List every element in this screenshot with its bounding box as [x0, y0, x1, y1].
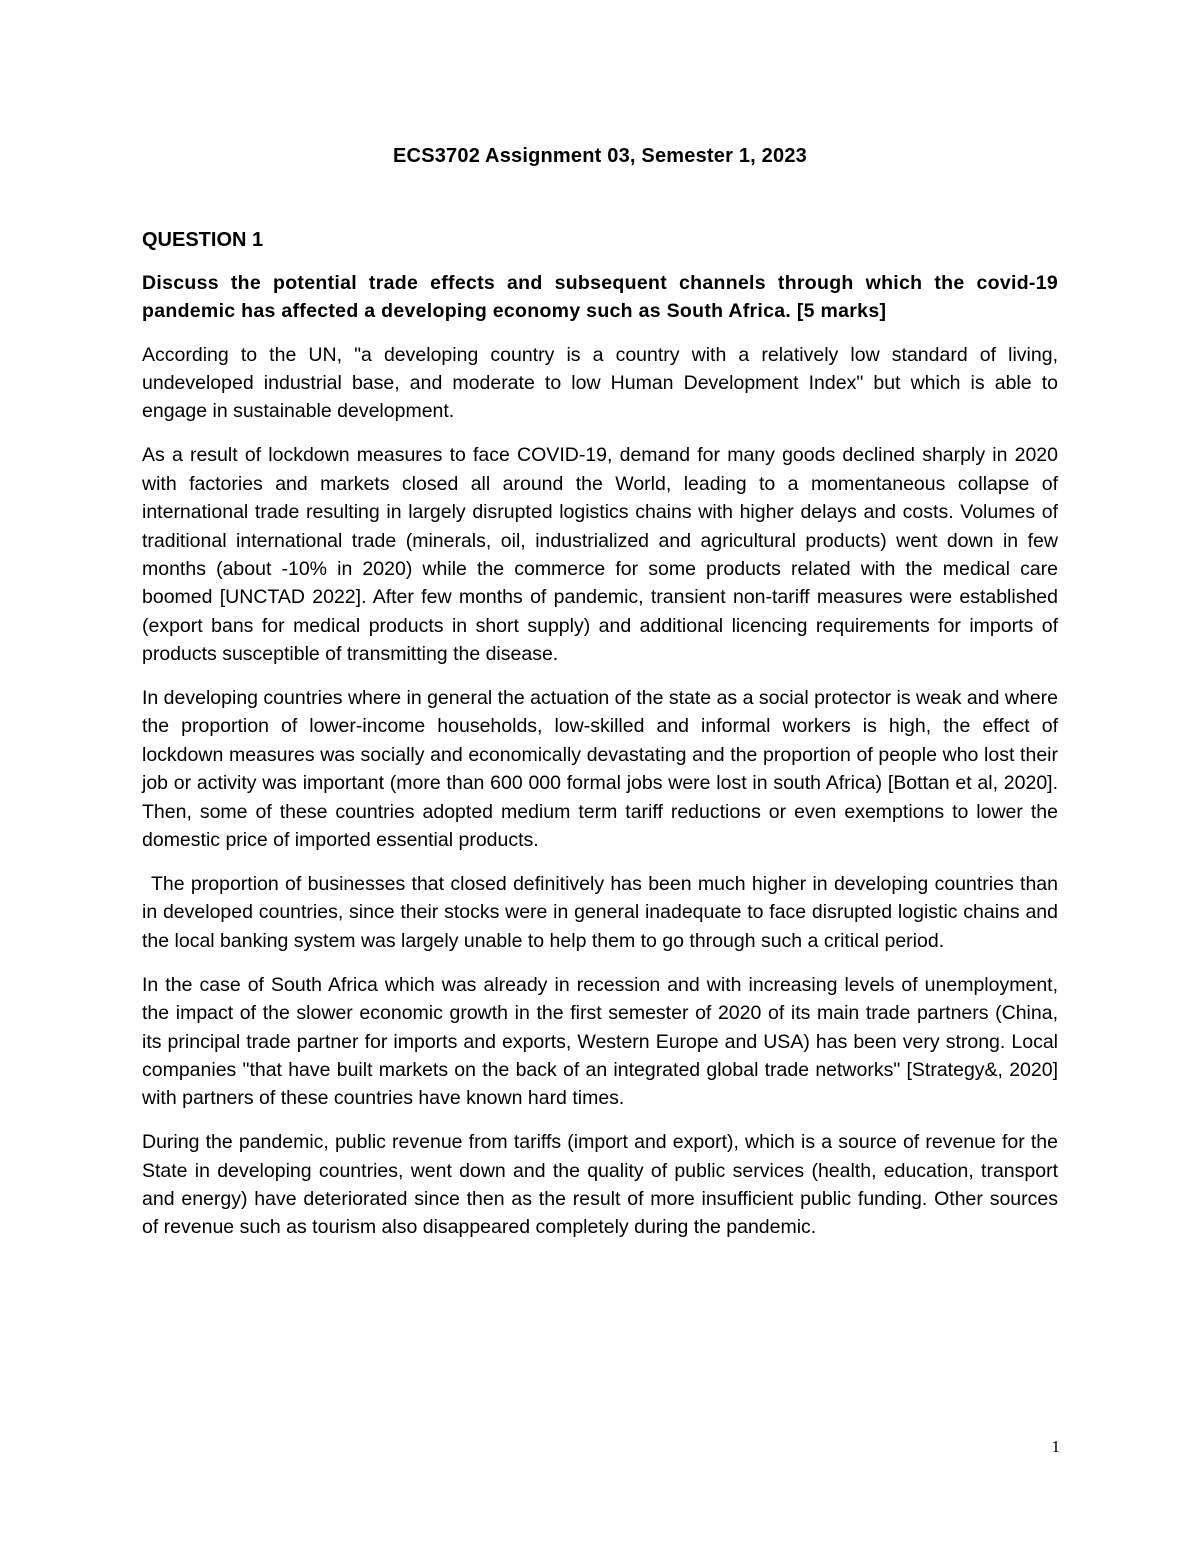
- paragraph-definition: According to the UN, "a developing country is a country with a relatively low standard of living, undeveloped industrial base, and moderate to low Human Development Index" but which is able to engage in sustainable development.: [142, 343, 1058, 423]
- page-number: 1: [1051, 1437, 1060, 1456]
- question-prompt: Discuss the potential trade effects and subsequent channels through which the covid-19 pandemic has affected a developing economy such as South Africa. [5 marks]: [142, 272, 1058, 323]
- document-title: ECS3702 Assignment 03, Semester 1, 2023: [393, 145, 807, 167]
- paragraph-business-closures: The proportion of businesses that closed definitively has been much higher in developing countries than in developed countries, since their stocks were in general inadequate to face disrupted logistic chains and the local banking system was largely unable to help them to go through such a critical period.: [142, 873, 1058, 952]
- question-heading: QUESTION 1: [142, 229, 264, 251]
- paragraph-south-africa: In the case of South Africa which was already in recession and with increasing levels of unemployment, the impact of the slower economic growth in the first semester of 2020 of its main trade partners (China, its principal trade partner for imports and exports, Western Europe and USA) has been very strong. Local companies "that have built markets on the back of an integrated global trade networks" [Strategy&, 2020] with partners of these countries have known hard times.: [142, 973, 1058, 1110]
- paragraph-public-revenue: During the pandemic, public revenue from tariffs (import and export), which is a source of revenue for the State in developing countries, went down and the quality of public services (health, education, transport and energy) have deteriorated since then as the result of more insufficient public funding. Other sources of revenue such as tourism also disappeared completely during the pandemic.: [142, 1131, 1058, 1239]
- paragraph-developing-countries: In developing countries where in general the actuation of the state as a social protector is weak and where the proportion of lower-income households, low-skilled and informal workers is high, the effect of lockdown measures was socially and economically devastating and the proportion of people who lost their job or activity was important (more than 600 000 formal jobs were lost in south Africa) [Bottan et al, 2020]. Then, some of these countries adopted medium term tariff reductions or even exemptions to lower the domestic price of imported essential products.: [142, 687, 1058, 852]
- document-body: [142, 226, 1058, 1257]
- paragraph-lockdown-trade: As a result of lockdown measures to face COVID-19, demand for many goods declined sharply in 2020 with factories and markets closed all around the World, leading to a momentaneous collapse of international trade resulting in largely disrupted logistics chains with higher delays and costs. Volumes of traditional international trade (minerals, oil, industrialized and agricultural products) went down in few months (about -10% in 2020) while the commerce for some products related with the medical care boomed [UNCTAD 2022]. After few months of pandemic, transient non-tariff measures were established (export bans for medical products in short supply) and additional licencing requirements for imports of products susceptible of transmitting the disease.: [142, 444, 1058, 666]
